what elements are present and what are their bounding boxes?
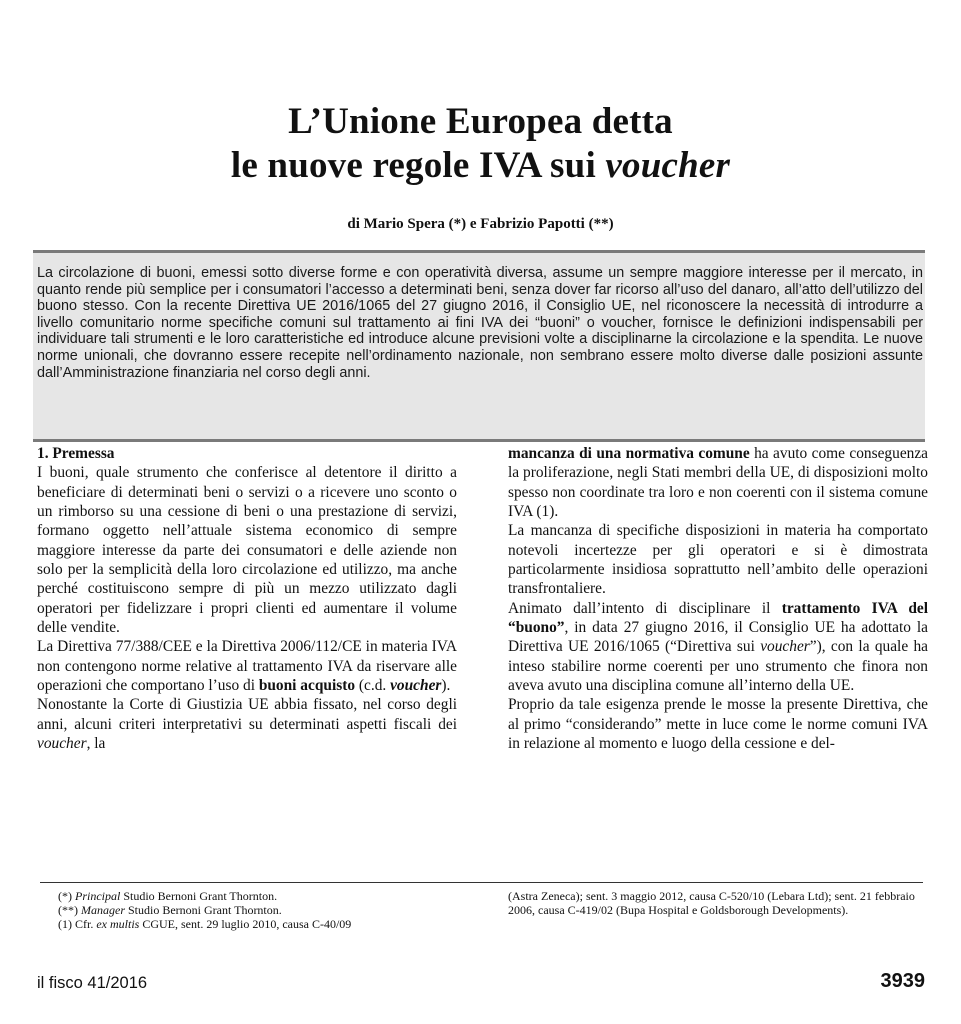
paragraph	[37, 637, 457, 695]
text-run: ”), con la quale ha inteso stabilire norme coerenti per uno strumento che finora non aveva avuto una disciplina comune all’interno della UE.	[508, 638, 928, 695]
title-line-1: L’Unione Europea detta	[288, 101, 673, 142]
text-run: ha avuto come conseguenza la proliferazione, negli Stati membri della UE, di disposizioni molto spesso non coordinate tra loro e non coerenti con il sistema comune IVA (1).	[508, 445, 929, 521]
footnote-mark: (*)	[58, 889, 75, 903]
text-run: Studio Bernoni Grant Thornton.	[125, 903, 282, 917]
paragraph	[508, 444, 928, 521]
footnote-mark: (**)	[58, 903, 81, 917]
article-title	[0, 100, 961, 188]
italic-run: Manager	[81, 903, 125, 917]
abstract-box	[33, 250, 925, 442]
left-column	[37, 444, 457, 754]
italic-run: voucher	[37, 735, 87, 753]
abstract-text: La circolazione di buoni, emessi sotto diverse forme e con operatività diversa, assume un sempre maggiore interesse per il mercato, in quanto rende più semplice per i consumatori l’accesso a determinati beni, senza dover far ricorso all’uso del danaro, all’atto dell’utilizzo del buono stesso. Con la recente Direttiva UE 2016/1065 del 27 giugno 2016, il Consiglio UE, nel riconoscere la necessità di introdurre a livello comunitario norme specifiche comuni sul trattamento ai fini IVA dei “buoni” o voucher, fornisce le definizioni indispensabili per individuare tali strumenti e le loro caratteristiche ed introduce alcune previsioni volte a disciplinarne la circolazione e la spendita. Le nuove norme unionali, che dovranno essere recepite nell’ordinamento nazionale, non sembrano essere molto diverse dalle posizioni assunte dall’Amministrazione finanziaria nel corso degli anni.	[37, 265, 923, 381]
italic-run: Principal	[75, 889, 121, 903]
italic-run: ex multis	[96, 917, 140, 931]
footnote-2	[58, 903, 478, 917]
text-run: ).	[441, 677, 451, 695]
text-run: Nonostante la Corte di Giustizia UE abbia fissato, nel corso degli anni, alcuni criteri interpretativi su determinati aspetti fiscali dei	[37, 696, 457, 733]
footnotes-left	[58, 889, 478, 931]
text-run: Studio Bernoni Grant Thornton.	[120, 889, 278, 903]
text-run: , in data 27 giugno 2016, il Consiglio UE ha adottato la Direttiva UE 2016/1065 (“Direttiva sui	[508, 619, 928, 656]
footnote-3	[58, 917, 478, 931]
title-line-2	[0, 144, 961, 188]
footnote-1	[58, 889, 478, 903]
section-heading: 1. Premessa	[37, 445, 115, 462]
paragraph: Proprio da tale esigenza prende le mosse la presente Direttiva, che al primo “considerando” mette in luce come le norme comuni IVA in relazione al momento e luogo della cessione e del-	[508, 696, 928, 753]
text-run: CGUE, sent. 29 luglio 2010, causa C-40/09	[139, 917, 352, 931]
text-run: (c.d.	[355, 677, 391, 695]
paragraph	[37, 695, 457, 753]
bold-run: mancanza di una normativa comune	[508, 445, 750, 462]
footnote-divider	[40, 882, 923, 883]
paragraph: La mancanza di specifiche disposizioni in materia ha comportato notevoli incertezze per gli operatori e si è dimostrata particolarmente insidiosa soprattutto nell’ambito delle operazioni transfrontaliere.	[508, 522, 928, 598]
authors-byline: di Mario Spera (*) e Fabrizio Papotti (**)	[347, 216, 614, 232]
text-run: (1) Cfr.	[58, 917, 97, 931]
footnotes-right	[508, 889, 924, 917]
text-run: , la	[86, 735, 106, 753]
right-column	[508, 444, 928, 754]
issue-label: il fisco 41/2016	[37, 974, 148, 992]
italic-run: voucher	[760, 638, 810, 656]
bold-italic-run: voucher	[390, 677, 442, 695]
title-line-2-text: le nuove regole IVA sui	[230, 145, 606, 186]
text-run: La Direttiva 77/388/CEE e la Direttiva 2006/112/CE in materia IVA non contengono norme relative al trattamento IVA da riservare alle operazioni che comportano l’uso di	[37, 638, 457, 695]
title-line-2-italic: voucher	[605, 145, 731, 186]
page-number: 3939	[880, 970, 925, 992]
text-run: Animato dall’intento di disciplinare il	[508, 599, 782, 617]
footnote-3-continued: (Astra Zeneca); sent. 3 maggio 2012, causa C-520/10 (Lebara Ltd); sent. 21 febbraio 2006, causa C-419/02 (Bupa Hospital e Goldsborough Developments).	[508, 889, 915, 917]
bold-run: buoni acquisto	[258, 677, 356, 695]
paragraph: I buoni, quale strumento che conferisce al detentore il diritto a beneficiare di determinati beni o servizi o a ricevere uno sconto o un rimborso su una cessione di beni o una prestazione di servizi, formano oggetto nell’attuale sistema economico di sempre maggiore interesse da parte dei consumatori e delle aziende non solo per la semplicità della loro circolazione ed utilizzo, ma anche perché costituiscono sempre di più un mezzo utilizzato dagli operatori per fidelizzare i propri clienti ed aumentare il volume delle vendite.	[37, 464, 457, 637]
bold-run: trattamento IVA del “buono”	[508, 599, 929, 637]
paragraph	[508, 599, 928, 696]
